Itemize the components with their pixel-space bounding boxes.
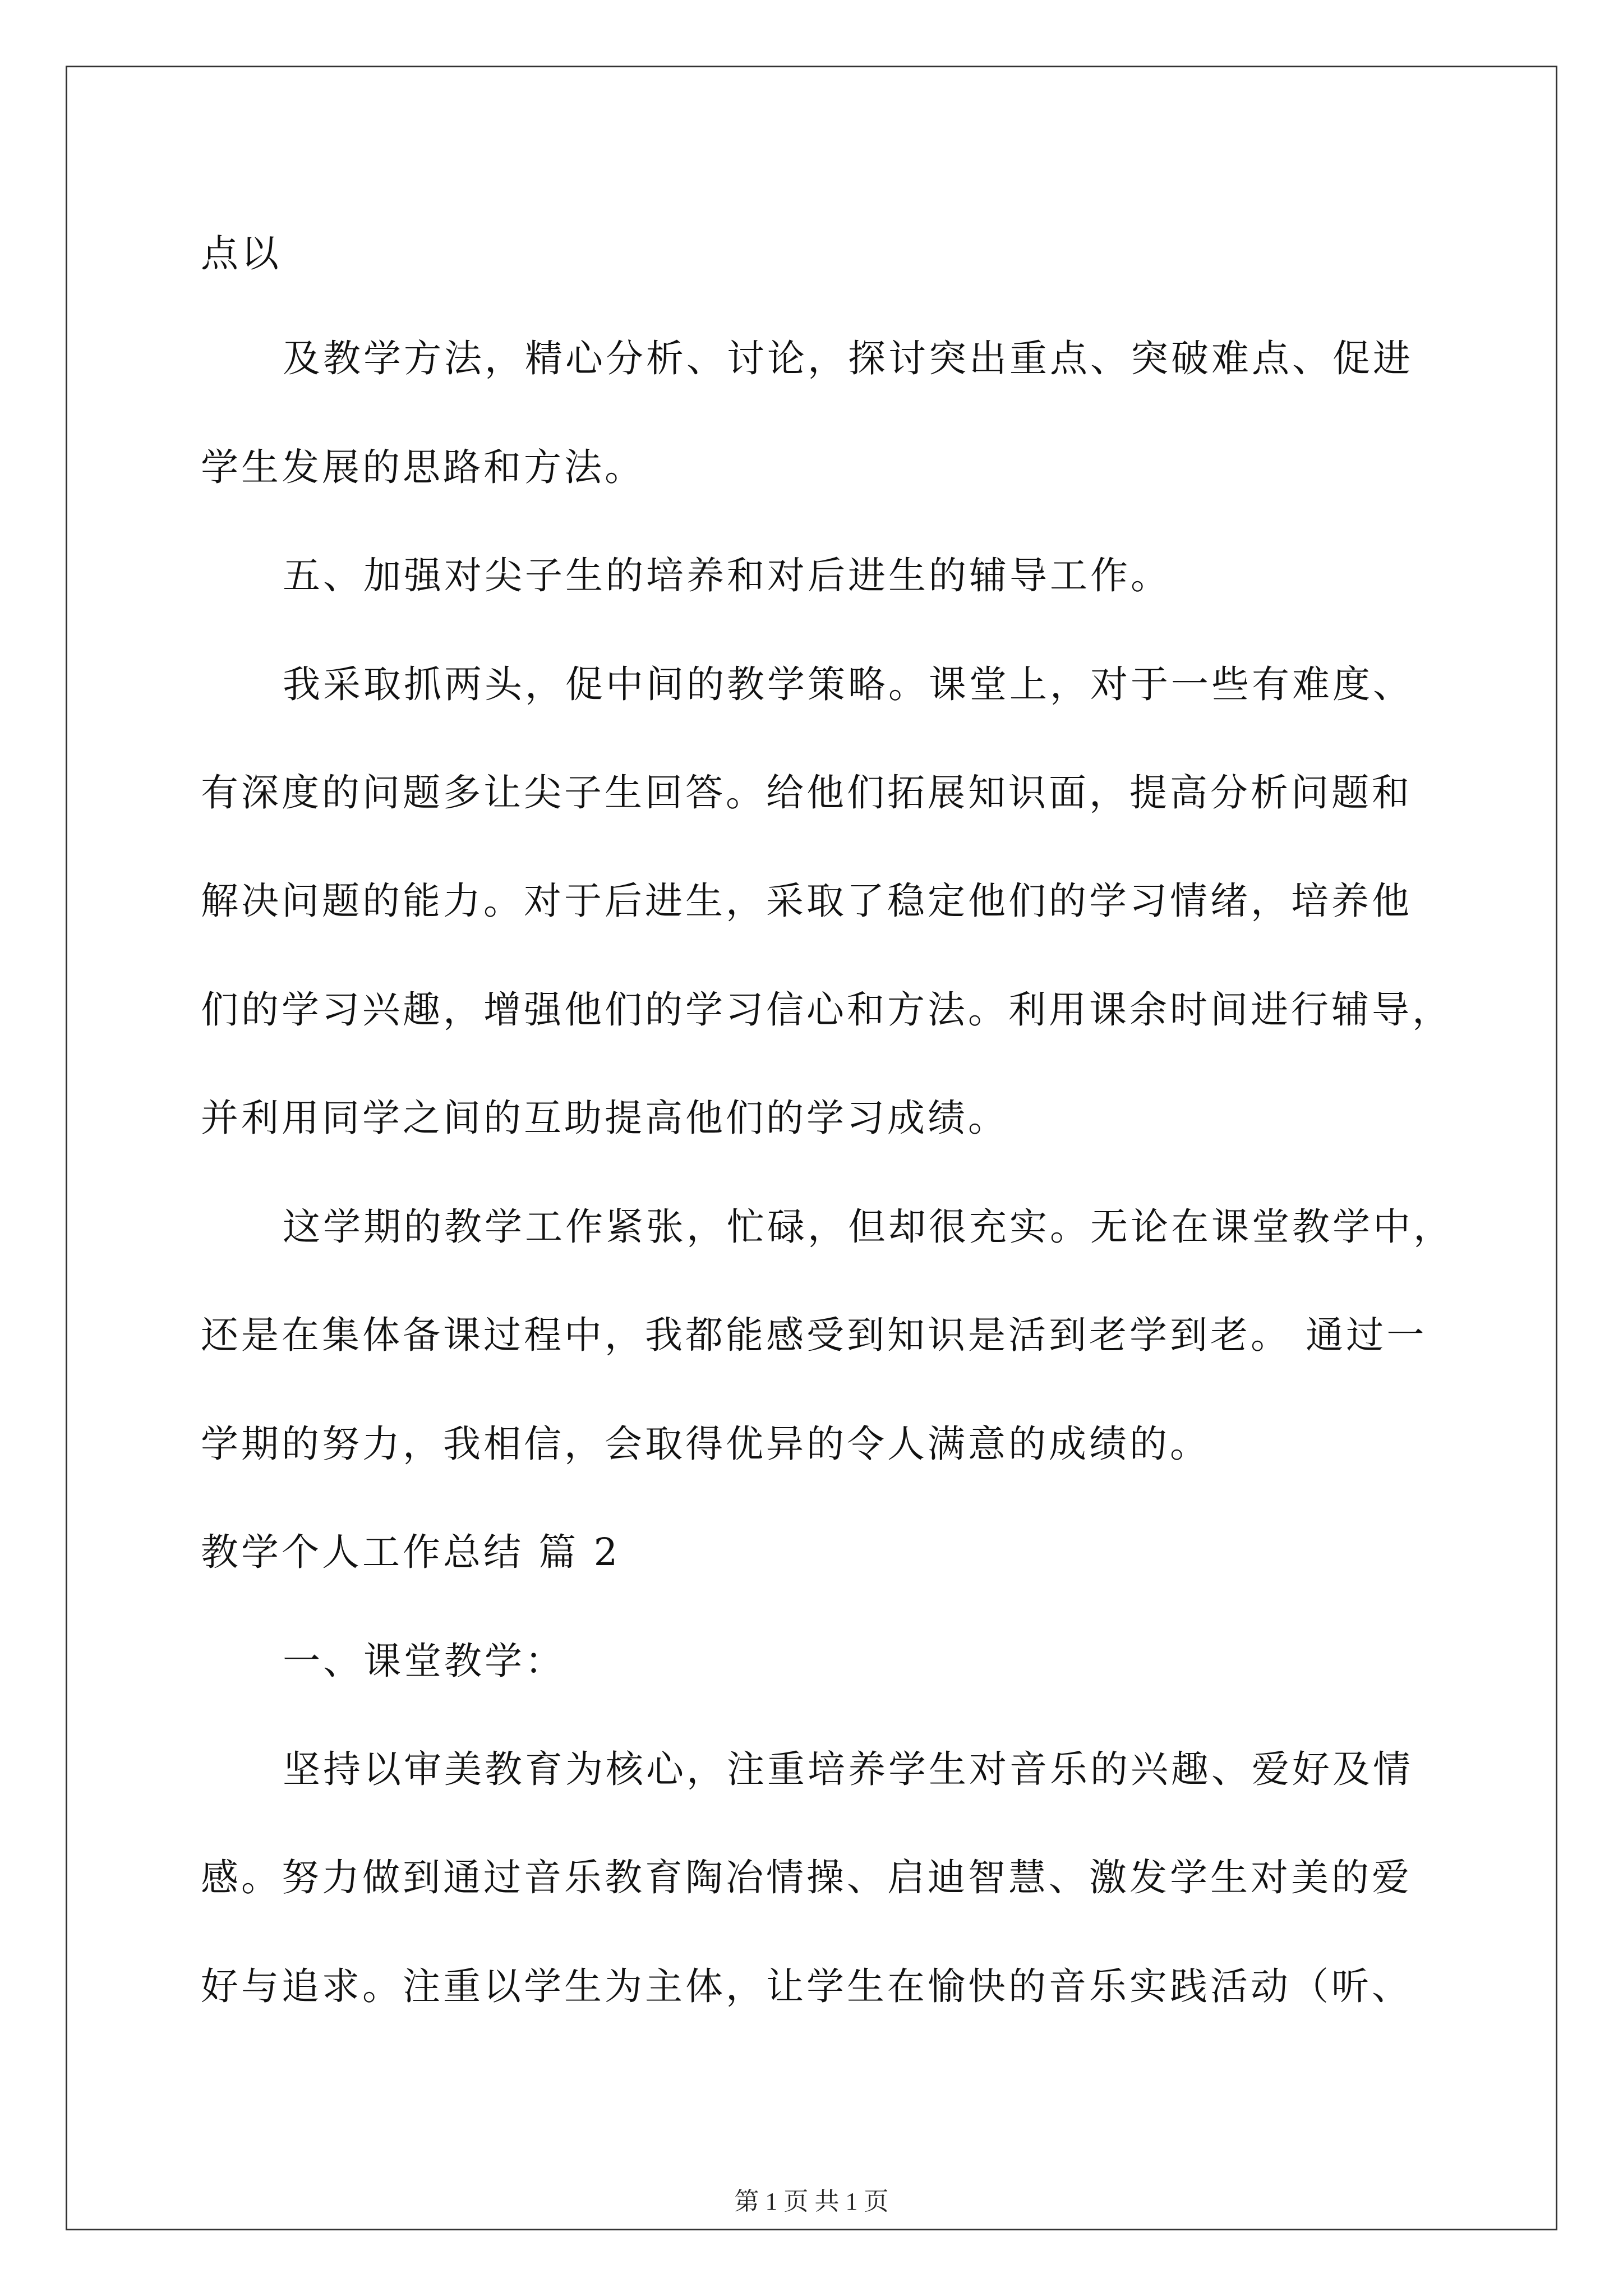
text-line: 解决问题的能力。对于后进生，采取了稳定他们的学习情绪，培养他 bbox=[201, 879, 1412, 923]
text-line: 五、加强对尖子生的培养和对后进生的辅导工作。 bbox=[283, 554, 1171, 597]
text-line: 点以 bbox=[201, 232, 282, 275]
text-line: 有深度的问题多让尖子生回答。给他们拓展知识面，提高分析问题和 bbox=[201, 771, 1412, 815]
text-line: 坚持以审美教育为核心，注重培养学生对音乐的兴趣、爱好及情 bbox=[283, 1747, 1413, 1791]
text-line: 一、课堂教学： bbox=[283, 1639, 565, 1683]
text-line: 并利用同学之间的互助提高他们的学习成绩。 bbox=[201, 1096, 1008, 1140]
text-line: 还是在集体备课过程中，我都能感受到知识是活到老学到老。 通过一 bbox=[201, 1313, 1427, 1357]
text-line: 好与追求。注重以学生为主体，让学生在愉快的音乐实践活动（听、 bbox=[201, 1964, 1412, 2008]
page-footer: 第 1 页 共 1 页 bbox=[734, 2188, 889, 2215]
text-line: 我采取抓两头，促中间的教学策略。课堂上，对于一些有难度、 bbox=[283, 662, 1413, 706]
text-line: 学期的努力，我相信，会取得优异的令人满意的成绩的。 bbox=[201, 1422, 1210, 1466]
text-line: 们的学习兴趣，增强他们的学习信心和方法。利用课余时间进行辅导， bbox=[201, 988, 1453, 1032]
page-frame bbox=[66, 66, 1557, 2230]
text-line: 这学期的教学工作紧张，忙碌，但却很充实。无论在课堂教学中， bbox=[283, 1205, 1454, 1249]
text-line: 及教学方法，精心分析、讨论，探讨突出重点、突破难点、促进 bbox=[283, 337, 1413, 380]
section-heading: 教学个人工作总结 篇 2 bbox=[201, 1530, 621, 1574]
text-line: 学生发展的思路和方法。 bbox=[201, 445, 645, 489]
text-line: 感。努力做到通过音乐教育陶冶情操、启迪智慧、激发学生对美的爱 bbox=[201, 1856, 1412, 1899]
